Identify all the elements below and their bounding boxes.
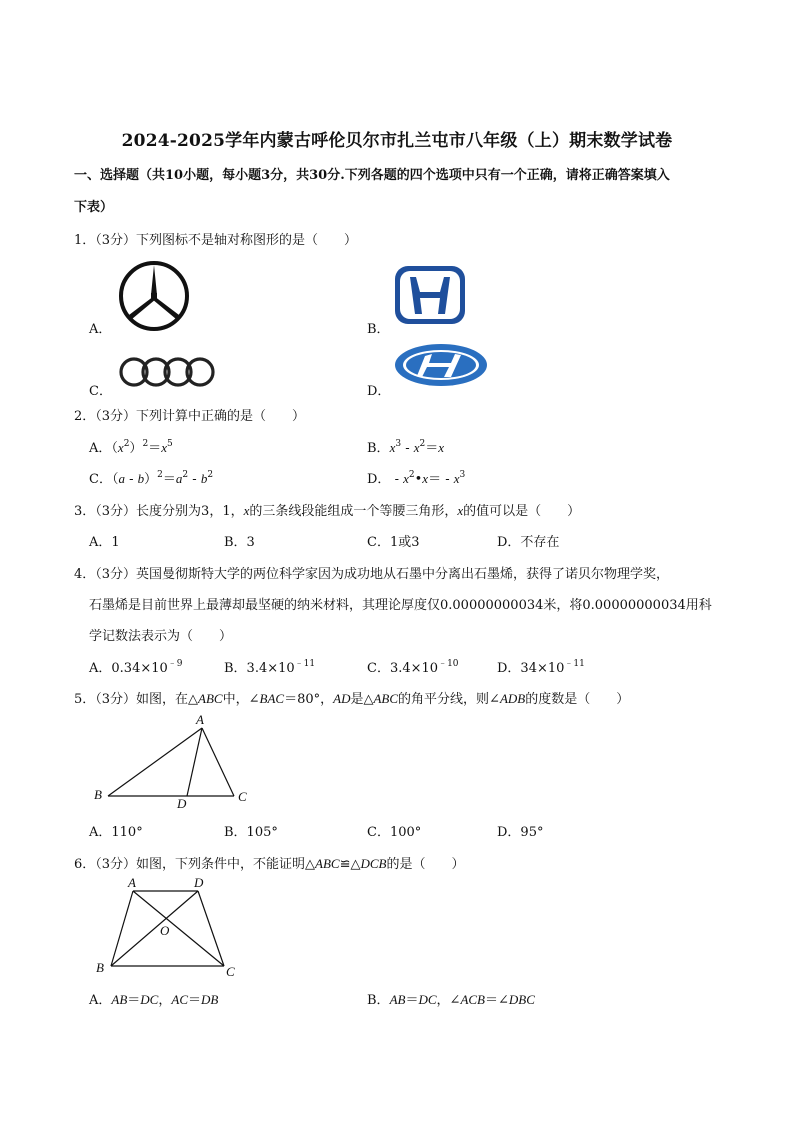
q6-a-2: DC bbox=[140, 992, 159, 1007]
q2-a-label: A． bbox=[89, 441, 112, 456]
question-4-line2: 石墨烯是目前世界上最薄却最坚硬的纳米材料，其理论厚度仅0.00000000034米，将0.00000000034用科 bbox=[89, 598, 712, 613]
q5-option-c: C．100° bbox=[367, 825, 422, 840]
q2-a-exp: 2 bbox=[123, 439, 130, 449]
q5-label-b: B bbox=[94, 787, 102, 802]
q6-b-eq2: ＝∠ bbox=[485, 993, 509, 1008]
q5-s5: ＝80°， bbox=[284, 692, 334, 707]
q6-label-c: C bbox=[226, 964, 235, 979]
q4-d-exp: ﹣11 bbox=[564, 659, 585, 669]
q6-b-3: ACB bbox=[460, 992, 485, 1007]
q2-d-exp2: 2 bbox=[408, 470, 415, 480]
q2-a-paren: （ bbox=[111, 441, 118, 456]
q6-a-1: AB bbox=[111, 992, 128, 1007]
q2-a-paren-close: ） bbox=[129, 441, 143, 456]
q6-a-comma: ， bbox=[158, 993, 172, 1008]
q6-option-a bbox=[89, 989, 218, 1008]
q6-quadrilateral-figure bbox=[90, 873, 250, 983]
q4-b-base: B．3.4×10 bbox=[224, 661, 295, 676]
q5-option-b: B．105° bbox=[224, 825, 278, 840]
q6-label-b: B bbox=[96, 960, 104, 975]
q5-option-d: D．95° bbox=[497, 825, 544, 840]
q4-c-base: C．3.4×10 bbox=[367, 661, 439, 676]
audi-logo-icon bbox=[117, 356, 219, 388]
q3-option-a: A．1 bbox=[89, 535, 120, 550]
q2-c-minus: - bbox=[124, 472, 138, 487]
q5-edge-ac bbox=[202, 728, 234, 796]
q6-b-2: DC bbox=[418, 992, 437, 1007]
q2-b-eq: ＝ bbox=[425, 441, 439, 456]
q4-option-a bbox=[89, 657, 183, 676]
q2-b-var3: x bbox=[438, 440, 445, 455]
q6-s4: DCB bbox=[360, 856, 387, 871]
q1-option-a-label: A． bbox=[89, 322, 112, 337]
page-title: 2024-2025学年内蒙古呼伦贝尔市扎兰屯市八年级（上）期末数学试卷 bbox=[121, 131, 673, 151]
q2-option-d bbox=[367, 468, 465, 487]
q2-a-exp-outer: 2 bbox=[142, 439, 149, 449]
q2-b-var2: x bbox=[413, 440, 420, 455]
section-heading-line1: 一、选择题（共10小题，每小题3分，共30分.下列各题的四个选项中只有一个正确，请将正确答案填入 bbox=[74, 168, 670, 183]
q2-a-var: x bbox=[117, 440, 124, 455]
q6-label-o: O bbox=[160, 923, 170, 938]
q4-d-base: D．34×10 bbox=[497, 661, 565, 676]
q5-s10: ADB bbox=[499, 691, 526, 706]
q6-b-4: DBC bbox=[508, 992, 535, 1007]
q2-c-var-a: a bbox=[118, 471, 125, 486]
q2-c-var-a2: a bbox=[175, 471, 183, 486]
q5-label-d: D bbox=[177, 796, 187, 810]
question-4-line3: 学记数法表示为（ ） bbox=[89, 629, 233, 644]
q4-a-exp: ﹣9 bbox=[167, 659, 183, 669]
q6-s2: ABC bbox=[315, 856, 340, 871]
question-1-stem: 1．（3分）下列图标不是轴对称图形的是（ ） bbox=[74, 233, 358, 248]
q2-c-exp-a: 2 bbox=[182, 470, 189, 480]
q6-b-1: AB bbox=[389, 992, 406, 1007]
q5-triangle-figure bbox=[90, 710, 260, 810]
q2-d-exp3: 3 bbox=[459, 470, 466, 480]
q3-stem-var2: x bbox=[457, 503, 464, 518]
q5-edge-ba bbox=[108, 728, 202, 796]
q2-c-exp: 2 bbox=[157, 470, 163, 480]
q6-b-comma: ，∠ bbox=[436, 993, 461, 1008]
q1-option-b-label: B． bbox=[367, 322, 390, 337]
q2-d-var: x bbox=[403, 471, 409, 486]
q6-a-4: DB bbox=[201, 992, 219, 1007]
q6-diagonal-ac bbox=[133, 891, 224, 966]
q2-d-label: D． bbox=[367, 472, 391, 487]
q1-option-d-label: D． bbox=[367, 384, 391, 399]
q5-s11: 的度数是（ ） bbox=[525, 692, 630, 707]
question-5-stem bbox=[74, 688, 629, 707]
q5-s7: 是△ bbox=[350, 692, 374, 707]
q2-c-paren: （ bbox=[111, 472, 119, 487]
question-2-stem: 2．（3分）下列计算中正确的是（ ） bbox=[74, 409, 306, 424]
q5-option-a: A．110° bbox=[89, 825, 143, 840]
q2-c-var-b: b bbox=[137, 471, 145, 486]
q2-d-var3: x bbox=[453, 471, 460, 486]
q1-option-c-label: C． bbox=[89, 384, 112, 399]
q4-option-d bbox=[497, 657, 585, 676]
section-heading-line2: 下表） bbox=[74, 200, 114, 215]
q3-stem-var: x bbox=[243, 503, 250, 518]
q6-edge-ab bbox=[111, 891, 133, 966]
q2-c-var-b2: b bbox=[200, 471, 208, 486]
q5-label-c: C bbox=[238, 789, 247, 804]
q5-s8: ABC bbox=[373, 691, 399, 706]
q6-s1: 6．（3分）如图，下列条件中，不能证明△ bbox=[74, 857, 316, 872]
honda-logo-icon bbox=[393, 264, 467, 326]
q4-option-b bbox=[224, 657, 315, 676]
q3-option-c: C．1或3 bbox=[367, 535, 420, 550]
q4-c-exp: ﹣10 bbox=[438, 659, 459, 669]
q6-b-label: B． bbox=[367, 993, 390, 1008]
q5-s2: ABC bbox=[198, 691, 223, 706]
q5-s1: 5．（3分）如图，在△ bbox=[74, 692, 199, 707]
q4-a-base: A．0.34×10 bbox=[89, 661, 168, 676]
question-3-stem bbox=[74, 500, 580, 519]
q3-stem-part2: 的三条线段能组成一个等腰三角形， bbox=[249, 504, 458, 519]
q2-b-exp2: 2 bbox=[419, 439, 426, 449]
q6-a-3: AC bbox=[171, 992, 188, 1007]
q2-d-dot: • bbox=[414, 472, 423, 487]
q5-s9: 的角平分线，则∠ bbox=[398, 692, 500, 707]
q4-b-exp: ﹣11 bbox=[294, 659, 316, 669]
q2-b-exp3: 3 bbox=[395, 439, 402, 449]
q5-label-a: A bbox=[196, 712, 204, 727]
q3-option-d: D．不存在 bbox=[497, 535, 560, 550]
q6-a-label: A． bbox=[89, 993, 112, 1008]
q5-bisector-ad bbox=[187, 728, 202, 796]
q6-label-d: D bbox=[194, 875, 204, 890]
q2-d-neg: - bbox=[390, 472, 404, 487]
q2-c-minus2: - bbox=[188, 472, 201, 487]
q2-c-exp-b: 2 bbox=[207, 470, 214, 480]
q3-stem-part1: 3．（3分）长度分别为3，1， bbox=[74, 504, 244, 519]
q2-a-exp5: 5 bbox=[166, 439, 173, 449]
q2-option-c bbox=[89, 468, 213, 487]
q2-a-eq: ＝ bbox=[148, 441, 162, 456]
q2-a-var2: x bbox=[161, 440, 167, 455]
q6-option-b bbox=[367, 989, 535, 1008]
question-4-line1: 4．（3分）英国曼彻斯特大学的两位科学家因为成功地从石墨中分离出石墨烯，获得了诺贝尔物理学奖， bbox=[74, 567, 670, 582]
q2-b-label: B． bbox=[367, 441, 390, 456]
q4-option-c bbox=[367, 657, 459, 676]
q6-a-eq2: ＝ bbox=[188, 993, 202, 1008]
q6-s5: 的是（ ） bbox=[386, 857, 465, 872]
mercedes-logo-icon bbox=[117, 259, 191, 333]
q2-d-var2: x bbox=[422, 471, 429, 486]
q6-label-a: A bbox=[128, 875, 136, 890]
q2-option-a bbox=[89, 437, 173, 456]
q2-option-b bbox=[367, 437, 444, 456]
q3-stem-part3: 的值可以是（ ） bbox=[463, 504, 581, 519]
q2-c-label: C． bbox=[89, 472, 112, 487]
q2-b-minus: - bbox=[401, 441, 414, 456]
q2-c-paren-close: ） bbox=[144, 472, 158, 487]
question-6-stem bbox=[74, 853, 465, 872]
q3-option-b: B．3 bbox=[224, 535, 255, 550]
q6-b-eq1: ＝ bbox=[405, 993, 419, 1008]
q6-s3: ≌△ bbox=[339, 857, 361, 872]
q5-s4: BAC bbox=[259, 691, 285, 706]
q5-s6: AD bbox=[333, 691, 351, 706]
q5-s3: 中，∠ bbox=[222, 692, 260, 707]
q2-c-eq: ＝ bbox=[162, 472, 176, 487]
q2-d-eq: ＝ - bbox=[428, 472, 454, 487]
q6-diagonal-db bbox=[111, 891, 198, 966]
hyundai-logo-icon bbox=[393, 342, 489, 388]
q6-a-eq1: ＝ bbox=[127, 993, 141, 1008]
q2-b-var: x bbox=[389, 440, 396, 455]
